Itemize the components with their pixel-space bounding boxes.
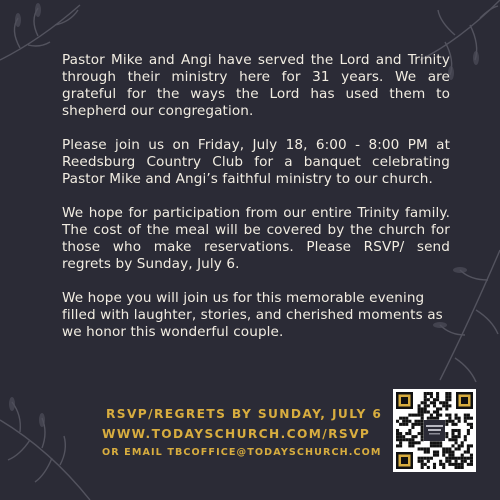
paragraph-closing: We hope you will join us for this memorable evening filled with laughter, stories, and cherished moments as we honor this wonderful couple.	[62, 290, 443, 340]
rsvp-footer	[102, 404, 382, 462]
rsvp-deadline: RSVP/REGRETS BY SUNDAY, JULY 6	[106, 407, 383, 421]
paragraph-participation: We hope for participation from our entire Trinity family. The cost of the meal will be covered by the church for those who make reservations. Please RSVP/ send regrets by Sunday, July 6.	[62, 205, 450, 272]
invitation-text	[62, 52, 450, 358]
rsvp-email-link[interactable]: OR EMAIL TBCOFFICE@TODAYSCHURCH.COM	[102, 447, 382, 458]
paragraph-banquet: Please join us on Friday, July 18, 6:00 - 8:00 PM at Reedsburg Country Club for a banquet celebrating Pastor Mike and Angi’s faithful ministry to our church.	[62, 137, 450, 187]
paragraph-service: Pastor Mike and Angi have served the Lord and Trinity through their ministry here for 31 years. We are grateful for the ways the Lord has used them to shepherd our congregation.	[62, 52, 450, 119]
rsvp-url-link[interactable]: WWW.TODAYSCHURCH.COM/RSVP	[102, 427, 371, 441]
qr-code-icon[interactable]	[393, 389, 476, 472]
